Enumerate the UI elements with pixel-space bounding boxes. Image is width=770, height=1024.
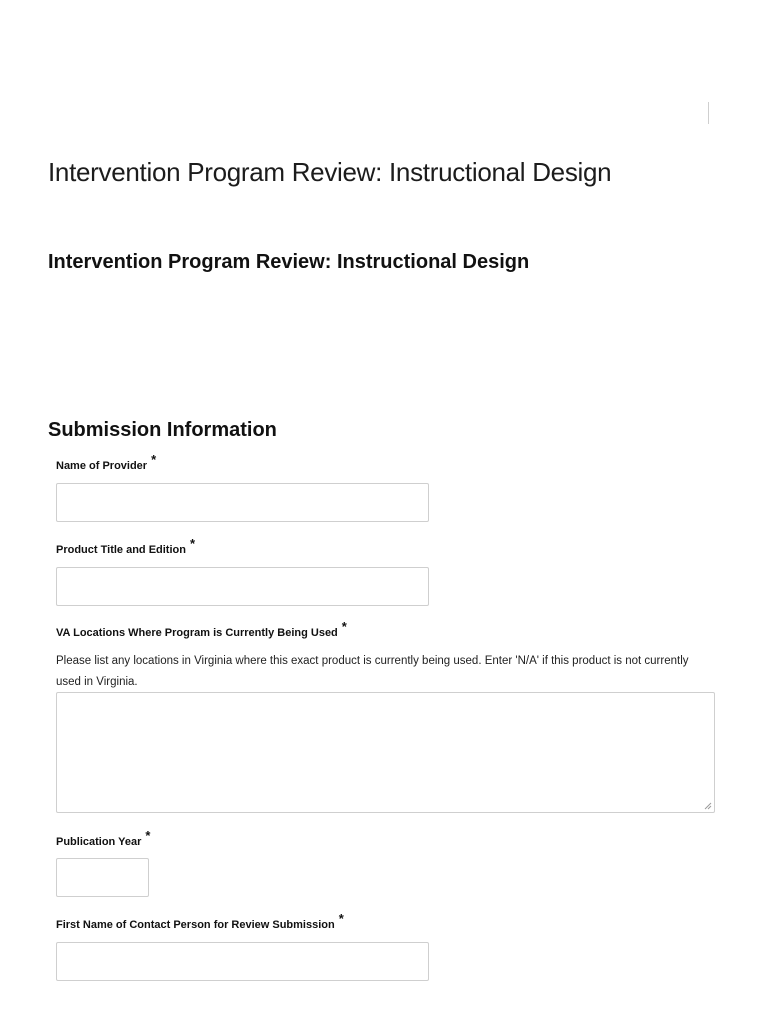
provider-label bbox=[56, 452, 157, 472]
provider-label-text: Name of Provider bbox=[56, 460, 148, 472]
resize-handle-icon[interactable] bbox=[704, 802, 712, 810]
provider-input[interactable] bbox=[56, 483, 429, 522]
product-title-label-text: Product Title and Edition bbox=[56, 544, 186, 556]
header-divider bbox=[708, 102, 709, 124]
va-locations-label bbox=[56, 619, 347, 639]
publication-year-input[interactable] bbox=[56, 858, 149, 897]
required-marker: * bbox=[341, 619, 347, 634]
required-marker: * bbox=[338, 911, 344, 926]
product-title-input[interactable] bbox=[56, 567, 429, 606]
contact-first-name-input[interactable] bbox=[56, 942, 429, 981]
section-title: Submission Information bbox=[48, 419, 277, 441]
page-title: Intervention Program Review: Instructional Design bbox=[48, 157, 612, 187]
required-marker: * bbox=[189, 536, 196, 551]
publication-year-label-text: Publication Year bbox=[56, 836, 142, 848]
contact-first-name-label bbox=[56, 911, 344, 931]
required-marker: * bbox=[145, 828, 151, 843]
form-title: Intervention Program Review: Instructional Design bbox=[48, 251, 530, 273]
publication-year-label bbox=[56, 828, 151, 848]
va-locations-help: Please list any locations in Virginia where this exact product is currently being used. Enter 'N/A' if this product is not currently used in Virginia. bbox=[56, 655, 689, 688]
va-locations-textarea[interactable] bbox=[56, 692, 715, 813]
product-title-label bbox=[56, 536, 196, 556]
contact-first-name-label-text: First Name of Contact Person for Review Submission bbox=[56, 919, 335, 931]
va-locations-label-text: VA Locations Where Program is Currently Being Used bbox=[56, 627, 338, 639]
required-marker: * bbox=[151, 452, 157, 467]
